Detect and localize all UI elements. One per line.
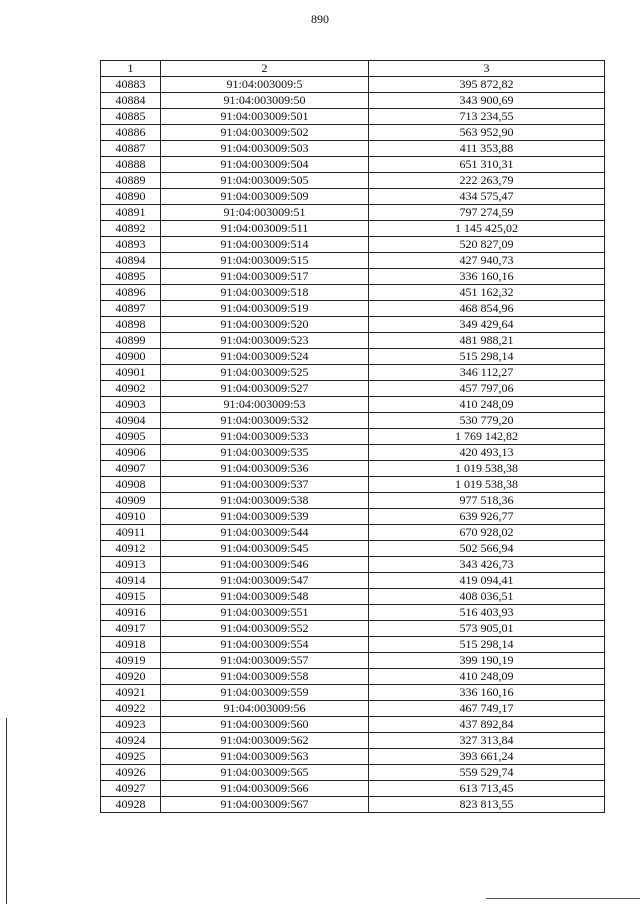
cadastral-value-cell: 520 827,09 <box>369 237 605 253</box>
cadastral-number-cell: 91:04:003009:551 <box>161 605 369 621</box>
cadastral-value-cell: 420 493,13 <box>369 445 605 461</box>
cadastral-number-cell: 91:04:003009:538 <box>161 493 369 509</box>
cadastral-number-cell: 91:04:003009:505 <box>161 173 369 189</box>
cadastral-number-cell: 91:04:003009:548 <box>161 589 369 605</box>
cadastral-value-cell: 797 274,59 <box>369 205 605 221</box>
cadastral-number-cell: 91:04:003009:559 <box>161 685 369 701</box>
cadastral-value-cell: 408 036,51 <box>369 589 605 605</box>
table-row <box>101 493 605 509</box>
cadastral-number-cell: 91:04:003009:511 <box>161 221 369 237</box>
cadastral-number-cell: 91:04:003009:514 <box>161 237 369 253</box>
cadastral-value-cell: 515 298,14 <box>369 349 605 365</box>
cadastral-value-cell: 434 575,47 <box>369 189 605 205</box>
cadastral-value-cell: 563 952,90 <box>369 125 605 141</box>
row-number-cell: 40887 <box>101 141 161 157</box>
table-row <box>101 477 605 493</box>
table-row <box>101 205 605 221</box>
row-number-cell: 40893 <box>101 237 161 253</box>
row-number-cell: 40926 <box>101 765 161 781</box>
page-number: 890 <box>311 12 329 26</box>
cadastral-number-cell: 91:04:003009:554 <box>161 637 369 653</box>
cadastral-number-cell: 91:04:003009:501 <box>161 109 369 125</box>
cadastral-value-cell: 1 145 425,02 <box>369 221 605 237</box>
cadastral-number-cell: 91:04:003009:567 <box>161 797 369 813</box>
row-number-cell: 40907 <box>101 461 161 477</box>
cadastral-value-cell: 349 429,64 <box>369 317 605 333</box>
cadastral-value-cell: 468 854,96 <box>369 301 605 317</box>
row-number-cell: 40886 <box>101 125 161 141</box>
row-number-cell: 40928 <box>101 797 161 813</box>
cadastral-value-cell: 346 112,27 <box>369 365 605 381</box>
row-number-cell: 40898 <box>101 317 161 333</box>
table-row <box>101 173 605 189</box>
table-row <box>101 557 605 573</box>
cadastral-number-cell: 91:04:003009:537 <box>161 477 369 493</box>
row-number-cell: 40895 <box>101 269 161 285</box>
cadastral-number-cell: 91:04:003009:533 <box>161 429 369 445</box>
cadastral-number-cell: 91:04:003009:50 <box>161 93 369 109</box>
table-row <box>101 653 605 669</box>
cadastral-value-cell: 427 940,73 <box>369 253 605 269</box>
cadastral-value-cell: 481 988,21 <box>369 333 605 349</box>
cadastral-value-cell: 343 426,73 <box>369 557 605 573</box>
row-number-cell: 40902 <box>101 381 161 397</box>
cadastral-number-cell: 91:04:003009:544 <box>161 525 369 541</box>
cadastral-value-cell: 327 313,84 <box>369 733 605 749</box>
row-number-cell: 40921 <box>101 685 161 701</box>
table-row <box>101 301 605 317</box>
footer-rule <box>486 898 640 899</box>
row-number-cell: 40903 <box>101 397 161 413</box>
table-row <box>101 685 605 701</box>
table-body <box>101 77 605 813</box>
row-number-cell: 40920 <box>101 669 161 685</box>
table-header-row <box>101 61 605 77</box>
column-header-number: 1 <box>101 61 161 77</box>
table-row <box>101 157 605 173</box>
cadastral-number-cell: 91:04:003009:518 <box>161 285 369 301</box>
cadastral-number-cell: 91:04:003009:547 <box>161 573 369 589</box>
table-row <box>101 749 605 765</box>
cadastral-value-cell: 451 162,32 <box>369 285 605 301</box>
table-row <box>101 461 605 477</box>
table-row <box>101 541 605 557</box>
row-number-cell: 40904 <box>101 413 161 429</box>
cadastral-value-cell: 639 926,77 <box>369 509 605 525</box>
cadastral-number-cell: 91:04:003009:532 <box>161 413 369 429</box>
cadastral-number-cell: 91:04:003009:560 <box>161 717 369 733</box>
row-number-cell: 40910 <box>101 509 161 525</box>
table-row <box>101 125 605 141</box>
cadastral-number-cell: 91:04:003009:51 <box>161 205 369 221</box>
table-row <box>101 637 605 653</box>
table-row <box>101 77 605 93</box>
table-row <box>101 189 605 205</box>
row-number-cell: 40890 <box>101 189 161 205</box>
row-number-cell: 40894 <box>101 253 161 269</box>
table-row <box>101 237 605 253</box>
cadastral-number-cell: 91:04:003009:539 <box>161 509 369 525</box>
cadastral-value-cell: 437 892,84 <box>369 717 605 733</box>
table-row <box>101 349 605 365</box>
cadastral-value-cell: 573 905,01 <box>369 621 605 637</box>
cadastral-value-cell: 336 160,16 <box>369 685 605 701</box>
row-number-cell: 40923 <box>101 717 161 733</box>
table-row <box>101 797 605 813</box>
row-number-cell: 40914 <box>101 573 161 589</box>
table-row <box>101 701 605 717</box>
row-number-cell: 40912 <box>101 541 161 557</box>
cadastral-number-cell: 91:04:003009:509 <box>161 189 369 205</box>
cadastral-value-cell: 670 928,02 <box>369 525 605 541</box>
table-row <box>101 429 605 445</box>
cadastral-number-cell: 91:04:003009:519 <box>161 301 369 317</box>
cadastral-number-cell: 91:04:003009:557 <box>161 653 369 669</box>
table-row <box>101 109 605 125</box>
row-number-cell: 40919 <box>101 653 161 669</box>
cadastral-number-cell: 91:04:003009:536 <box>161 461 369 477</box>
cadastral-value-cell: 399 190,19 <box>369 653 605 669</box>
cadastral-value-cell: 823 813,55 <box>369 797 605 813</box>
cadastral-number-cell: 91:04:003009:565 <box>161 765 369 781</box>
row-number-cell: 40924 <box>101 733 161 749</box>
table-row <box>101 509 605 525</box>
row-number-cell: 40922 <box>101 701 161 717</box>
cadastral-value-cell: 343 900,69 <box>369 93 605 109</box>
row-number-cell: 40896 <box>101 285 161 301</box>
cadastral-value-cell: 713 234,55 <box>369 109 605 125</box>
cadastral-number-cell: 91:04:003009:562 <box>161 733 369 749</box>
row-number-cell: 40915 <box>101 589 161 605</box>
cadastral-number-cell: 91:04:003009:525 <box>161 365 369 381</box>
row-number-cell: 40901 <box>101 365 161 381</box>
row-number-cell: 40905 <box>101 429 161 445</box>
cadastral-number-cell: 91:04:003009:520 <box>161 317 369 333</box>
table-row <box>101 765 605 781</box>
cadastral-number-cell: 91:04:003009:53 <box>161 397 369 413</box>
row-number-cell: 40913 <box>101 557 161 573</box>
row-number-cell: 40918 <box>101 637 161 653</box>
table-row <box>101 781 605 797</box>
row-number-cell: 40884 <box>101 93 161 109</box>
cadastral-number-cell: 91:04:003009:558 <box>161 669 369 685</box>
cadastral-number-cell: 91:04:003009:545 <box>161 541 369 557</box>
cadastral-value-cell: 1 769 142,82 <box>369 429 605 445</box>
table-row <box>101 733 605 749</box>
table-row <box>101 573 605 589</box>
row-number-cell: 40927 <box>101 781 161 797</box>
table-row <box>101 525 605 541</box>
cadastral-value-cell: 419 094,41 <box>369 573 605 589</box>
row-number-cell: 40911 <box>101 525 161 541</box>
cadastral-value-cell: 410 248,09 <box>369 397 605 413</box>
cadastral-value-cell: 411 353,88 <box>369 141 605 157</box>
table-row <box>101 285 605 301</box>
cadastral-number-cell: 91:04:003009:546 <box>161 557 369 573</box>
column-header-value: 3 <box>369 61 605 77</box>
cadastral-number-cell: 91:04:003009:515 <box>161 253 369 269</box>
table-row <box>101 317 605 333</box>
cadastral-number-cell: 91:04:003009:552 <box>161 621 369 637</box>
cadastral-value-cell: 502 566,94 <box>369 541 605 557</box>
cadastral-number-cell: 91:04:003009:502 <box>161 125 369 141</box>
table-row <box>101 141 605 157</box>
table-row <box>101 621 605 637</box>
cadastral-number-cell: 91:04:003009:563 <box>161 749 369 765</box>
row-number-cell: 40897 <box>101 301 161 317</box>
cadastral-value-cell: 336 160,16 <box>369 269 605 285</box>
cadastral-value-cell: 977 518,36 <box>369 493 605 509</box>
row-number-cell: 40889 <box>101 173 161 189</box>
row-number-cell: 40917 <box>101 621 161 637</box>
table-row <box>101 381 605 397</box>
cadastral-value-cell: 651 310,31 <box>369 157 605 173</box>
cadastral-value-cell: 457 797,06 <box>369 381 605 397</box>
cadastral-number-cell: 91:04:003009:5 <box>161 77 369 93</box>
row-number-cell: 40891 <box>101 205 161 221</box>
cadastral-value-cell: 516 403,93 <box>369 605 605 621</box>
cadastral-value-cell: 1 019 538,38 <box>369 461 605 477</box>
cadastral-number-cell: 91:04:003009:517 <box>161 269 369 285</box>
cadastral-value-cell: 393 661,24 <box>369 749 605 765</box>
row-number-cell: 40908 <box>101 477 161 493</box>
row-number-cell: 40925 <box>101 749 161 765</box>
cadastral-number-cell: 91:04:003009:566 <box>161 781 369 797</box>
cadastral-number-cell: 91:04:003009:527 <box>161 381 369 397</box>
row-number-cell: 40883 <box>101 77 161 93</box>
row-number-cell: 40892 <box>101 221 161 237</box>
table-row <box>101 445 605 461</box>
cadastral-number-cell: 91:04:003009:523 <box>161 333 369 349</box>
cadastral-value-cell: 467 749,17 <box>369 701 605 717</box>
cadastral-value-cell: 1 019 538,38 <box>369 477 605 493</box>
cadastral-value-table <box>100 60 605 813</box>
table-row <box>101 413 605 429</box>
cadastral-value-cell: 410 248,09 <box>369 669 605 685</box>
cadastral-value-cell: 530 779,20 <box>369 413 605 429</box>
cadastral-value-cell: 395 872,82 <box>369 77 605 93</box>
table-row <box>101 397 605 413</box>
row-number-cell: 40906 <box>101 445 161 461</box>
row-number-cell: 40916 <box>101 605 161 621</box>
row-number-cell: 40899 <box>101 333 161 349</box>
column-header-cadastral-number: 2 <box>161 61 369 77</box>
table-row <box>101 269 605 285</box>
cadastral-number-cell: 91:04:003009:535 <box>161 445 369 461</box>
table-row <box>101 669 605 685</box>
table-row <box>101 221 605 237</box>
scan-margin-line <box>6 718 7 904</box>
table-row <box>101 717 605 733</box>
table-row <box>101 589 605 605</box>
row-number-cell: 40900 <box>101 349 161 365</box>
cadastral-value-cell: 222 263,79 <box>369 173 605 189</box>
cadastral-number-cell: 91:04:003009:503 <box>161 141 369 157</box>
cadastral-value-cell: 613 713,45 <box>369 781 605 797</box>
cadastral-value-cell: 515 298,14 <box>369 637 605 653</box>
cadastral-value-cell: 559 529,74 <box>369 765 605 781</box>
row-number-cell: 40888 <box>101 157 161 173</box>
cadastral-number-cell: 91:04:003009:524 <box>161 349 369 365</box>
table-row <box>101 365 605 381</box>
table-row <box>101 333 605 349</box>
table-row <box>101 93 605 109</box>
cadastral-number-cell: 91:04:003009:56 <box>161 701 369 717</box>
cadastral-number-cell: 91:04:003009:504 <box>161 157 369 173</box>
row-number-cell: 40885 <box>101 109 161 125</box>
row-number-cell: 40909 <box>101 493 161 509</box>
table-row <box>101 605 605 621</box>
table-row <box>101 253 605 269</box>
